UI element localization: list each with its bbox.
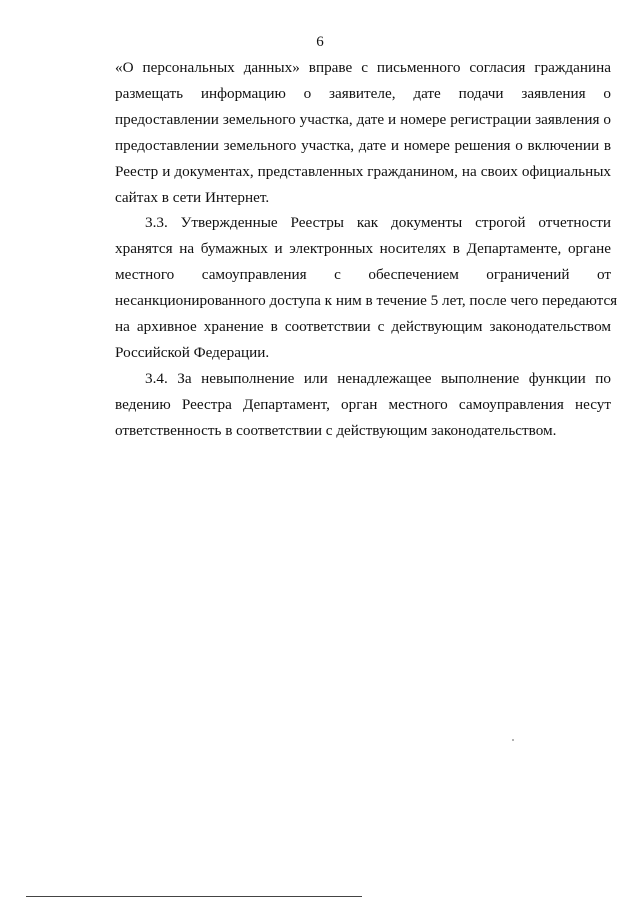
text-line: сайтах в сети Интернет. [115,189,270,206]
text-line: 3.3. Утвержденные Реестры как документы строгой отчетности [145,214,611,231]
text-line: ответственность в соответствии с действующим законодательством. [115,422,557,439]
text-line: предоставлении земельного участка, дате и номере решения о включении в [115,137,611,154]
text-line: местного самоуправления с обеспечением ограничений от [115,266,611,283]
footer-rule [26,896,362,897]
page-number: 6 [316,34,324,50]
text-line: размещать информацию о заявителе, дате подачи заявления о [115,85,611,102]
text-line: несанкционированного доступа к ним в течение 5 лет, после чего передаются [115,292,618,309]
text-line: предоставлении земельного участка, дате и номере регистрации заявления о [115,111,611,128]
text-line: ведению Реестра Департамент, орган местного самоуправления несут [115,396,611,413]
scan-speck [512,739,514,741]
text-line: 3.4. За невыполнение или ненадлежащее выполнение функции по [145,370,611,387]
text-line: Российской Федерации. [115,344,270,361]
text-line: хранятся на бумажных и электронных носителях в Департаменте, органе [115,240,611,257]
text-line: «О персональных данных» вправе с письменного согласия гражданина [115,59,611,76]
text-line: Реестр и документах, представленных гражданином, на своих официальных [115,163,611,180]
text-line: на архивное хранение в соответствии с действующим законодательством [115,318,611,335]
